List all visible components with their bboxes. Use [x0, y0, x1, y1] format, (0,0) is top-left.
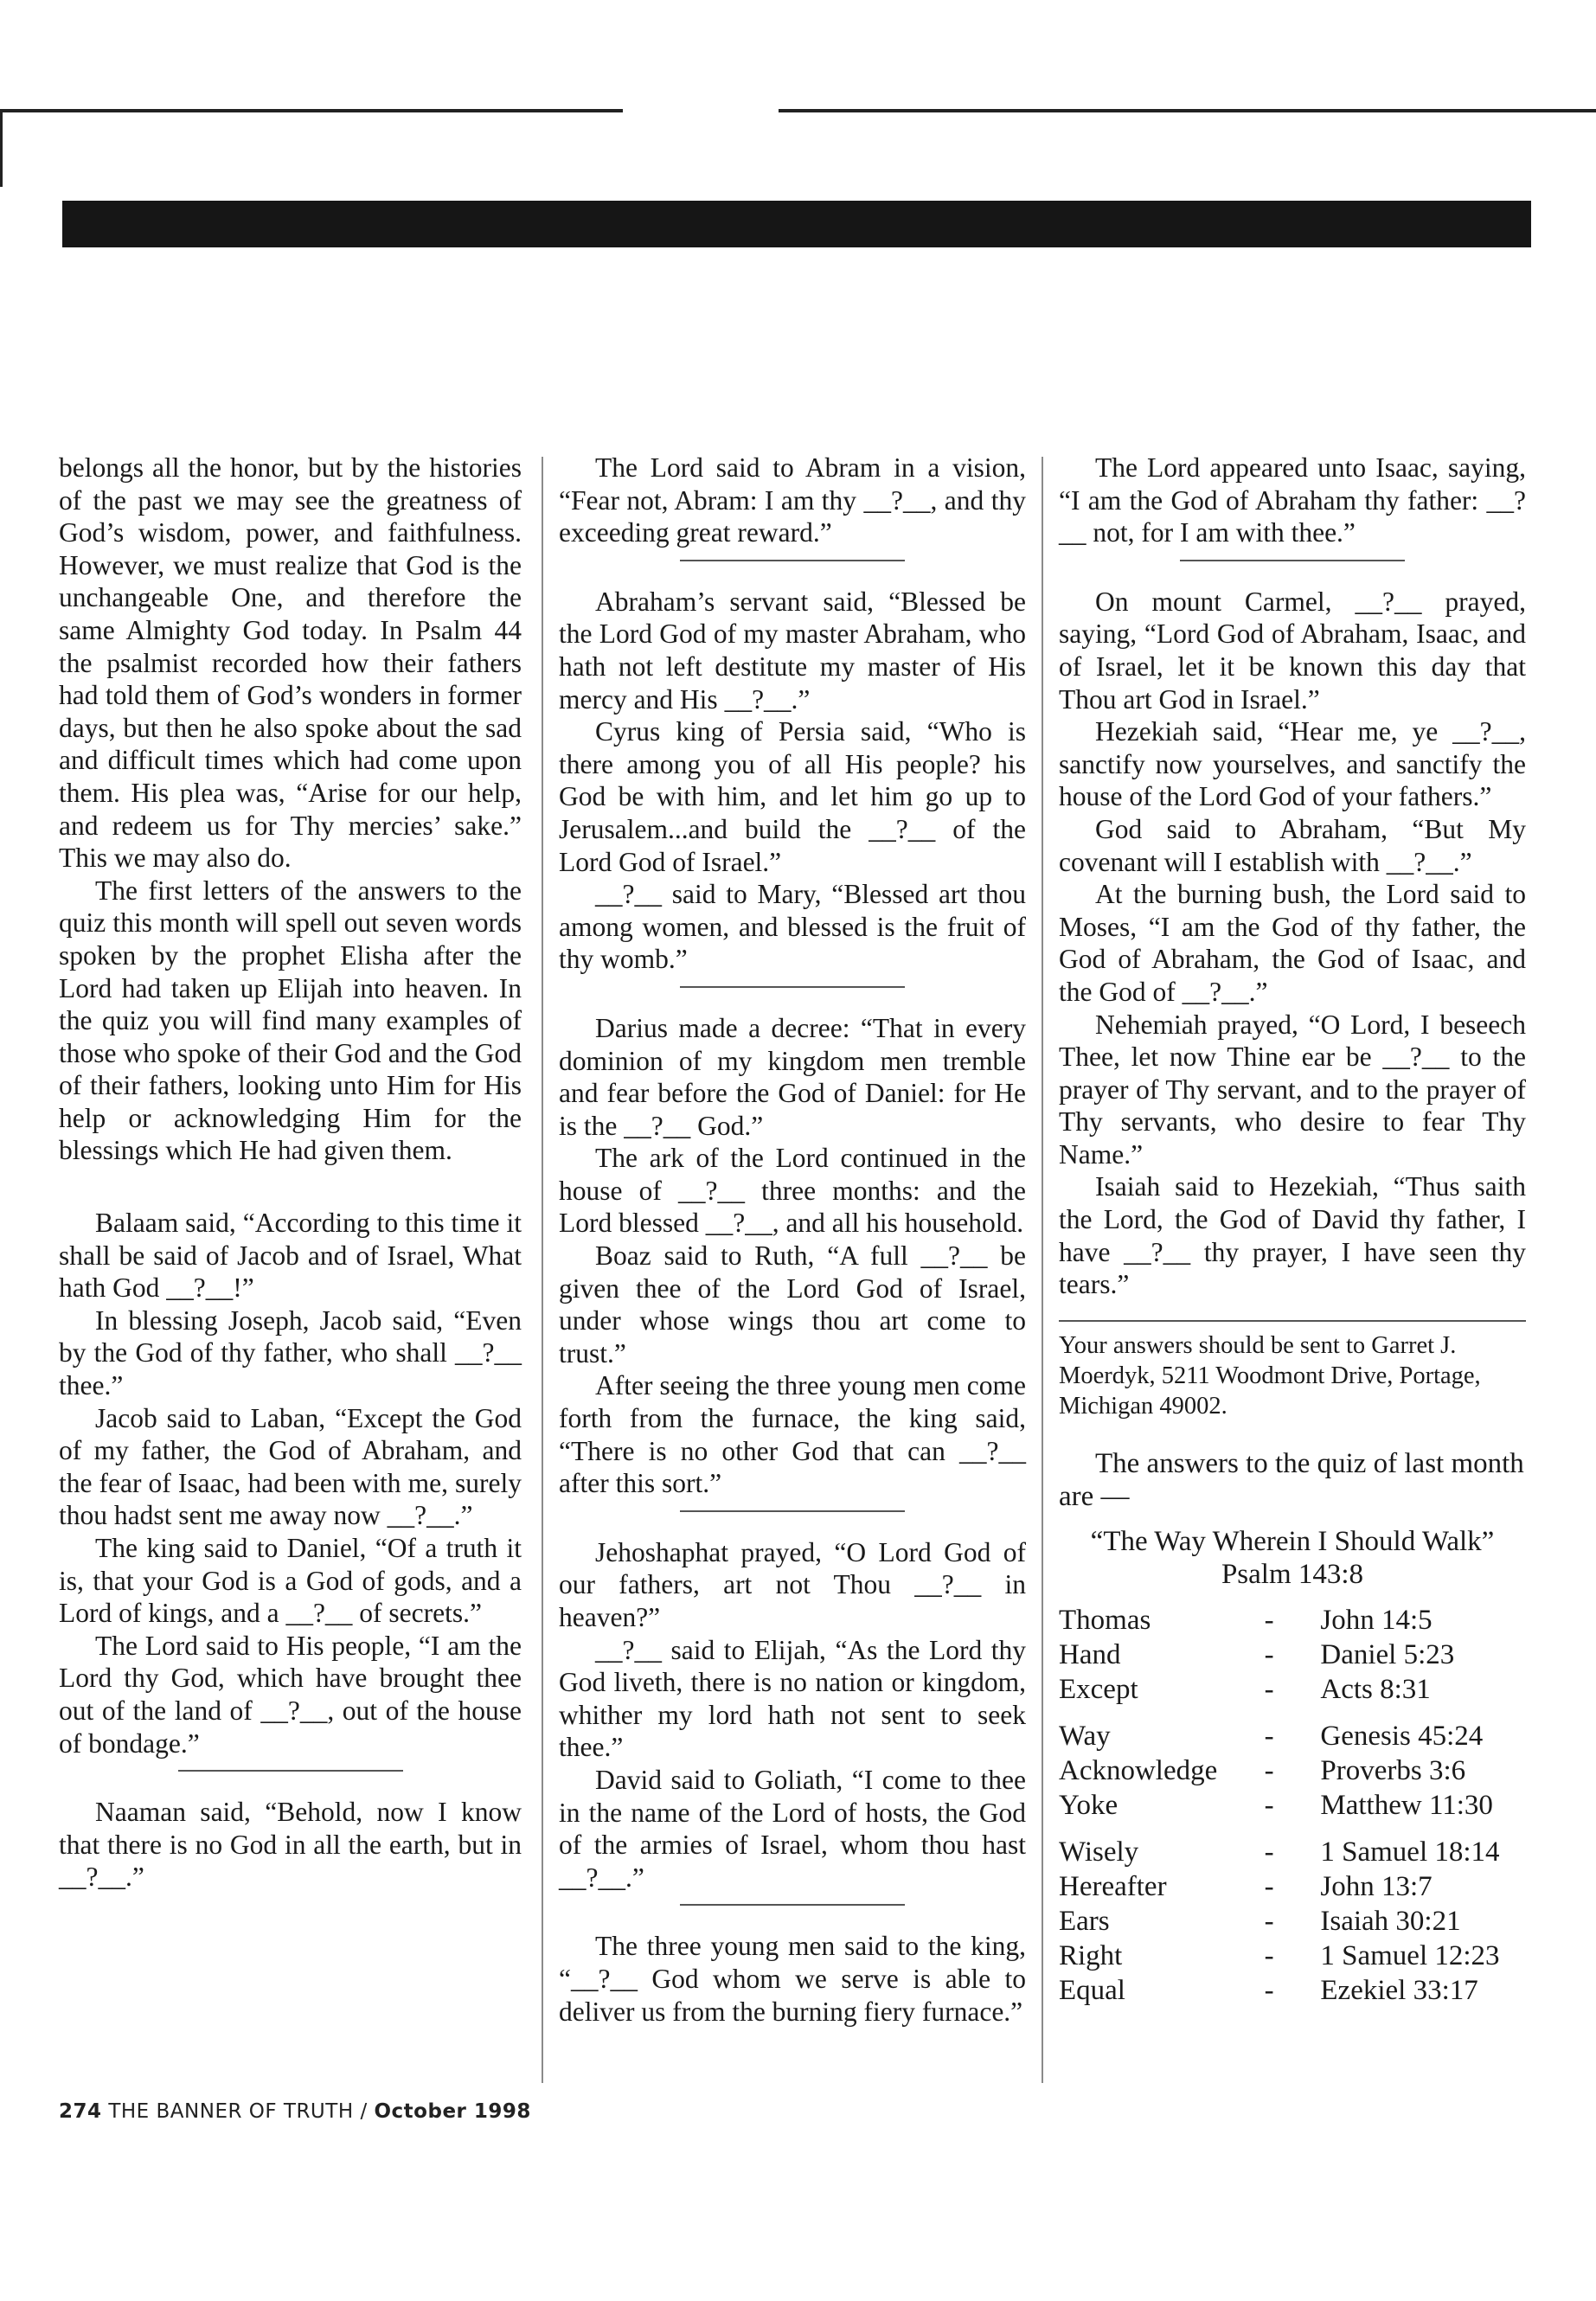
quiz-question: Hezekiah said, “Hear me, ye __?__, sanctify now yourselves, and sanctify the house of the Lord God of your fathers.” [1059, 716, 1526, 812]
answer-row [1059, 1904, 1526, 1939]
quiz-question: After seeing the three young men come forth from the furnace, the king said, “There is no other God that can __?__ after this sort.” [559, 1370, 1026, 1499]
separator-rule [680, 986, 905, 988]
header-banner-bar [62, 201, 1531, 247]
separator-rule [680, 560, 905, 561]
answer-word: Hereafter [1059, 1870, 1167, 1902]
top-rule [0, 109, 1596, 112]
quiz-question: Nehemiah prayed, “O Lord, I beseech Thee, let now Thine ear be __?__ to the prayer of Thy servant, and to the prayer of Thy servants, who desire to fear Thy Name.” [1059, 1009, 1526, 1170]
quiz-question: Balaam said, “According to this time it shall be said of Jacob and of Israel, What hath God __?__!” [59, 1208, 522, 1304]
separator-rule [680, 1510, 905, 1512]
answer-dash: - [1264, 1638, 1274, 1670]
answer-word: Ears [1059, 1905, 1110, 1937]
quiz-question: __?__ said to Elijah, “As the Lord thy God liveth, there is no nation or kingdom, whither my lord hath not sent to seek thee.” [559, 1634, 1026, 1763]
answers-table [1059, 1603, 1526, 2008]
quiz-question: Jehoshaphat prayed, “O Lord God of our fathers, art not Thou __?__ in heaven?” [559, 1536, 1026, 1632]
quiz-question: Abraham’s servant said, “Blessed be the Lord God of my master Abraham, who hath not left destitute my master of His mercy and His __?__.” [559, 586, 1026, 715]
separator-rule [680, 1904, 905, 1906]
issue-date: October 1998 [374, 2100, 531, 2123]
answer-reference: Acts 8:31 [1320, 1673, 1431, 1705]
column-right [1059, 452, 1526, 2008]
answer-word: Thomas [1059, 1604, 1151, 1636]
answer-word: Right [1059, 1939, 1123, 1971]
answer-dash: - [1264, 1939, 1274, 1971]
answer-dash: - [1264, 1974, 1274, 2006]
answer-word: Except [1059, 1673, 1138, 1705]
answer-reference: John 13:7 [1320, 1870, 1433, 1902]
answer-reference: Matthew 11:30 [1320, 1789, 1493, 1821]
answer-dash: - [1264, 1870, 1274, 1902]
answer-reference: Isaiah 30:21 [1320, 1905, 1461, 1937]
quiz-question: Boaz said to Ruth, “A full __?__ be given thee of the Lord God of Israel, under whose wings thou art come to trust.” [559, 1240, 1026, 1368]
quiz-question: The king said to Daniel, “Of a truth it is, that your God is a God of gods, and a Lord of kings, and a __?__ of secrets.” [59, 1533, 522, 1629]
answer-reference: John 14:5 [1320, 1604, 1433, 1636]
quiz-question: David said to Goliath, “I come to thee in the name of the Lord of hosts, the God of the armies of Israel, whom thou hast __?__.” [559, 1764, 1026, 1893]
answer-row [1059, 1869, 1526, 1904]
answer-word: Acknowledge [1059, 1754, 1218, 1786]
answer-row [1059, 1939, 1526, 1973]
page-footer [59, 2100, 531, 2123]
answer-word: Way [1059, 1720, 1111, 1752]
column-middle [559, 452, 1026, 2028]
answer-reference: Genesis 45:24 [1320, 1720, 1484, 1752]
answer-reference: Daniel 5:23 [1320, 1638, 1455, 1670]
intro-paragraph: The first letters of the answers to the quiz this month will spell out seven words spoken by the prophet Elisha after the Lord had taken up Elijah into heaven. In the quiz you will find many examples of those who spoke of their God and the God of their fathers, looking unto Him for His help or acknowledging Him for the blessings which He had given them. [59, 875, 522, 1166]
answer-reference: Proverbs 3:6 [1320, 1754, 1466, 1786]
quiz-question: The Lord appeared unto Isaac, saying, “I am the God of Abraham thy father: __?__ not, for I am with thee.” [1059, 452, 1526, 548]
quiz-question: Isaiah said to Hezekiah, “Thus saith the Lord, the God of David thy father, I have __?__ thy prayer, I have seen thy tears.” [1059, 1171, 1526, 1300]
answer-dash: - [1264, 1720, 1274, 1752]
answer-word: Equal [1059, 1974, 1125, 2006]
answer-row [1059, 1788, 1526, 1823]
answer-row [1059, 1707, 1526, 1753]
separator-rule [1180, 560, 1405, 561]
quiz-question: Darius made a decree: “That in every dominion of my kingdom men tremble and fear before the God of Daniel: for He is the __?__ God.” [559, 1012, 1026, 1141]
answer-address: Your answers should be sent to Garret J. Moerdyk, 5211 Woodmont Drive, Portage, Michigan 49002. [1059, 1331, 1481, 1420]
top-rule-gap [623, 109, 779, 112]
answer-reference: 1 Samuel 12:23 [1320, 1939, 1500, 1971]
quiz-question: Naaman said, “Behold, now I know that there is no God in all the earth, but in __?__.” [59, 1797, 522, 1893]
address-rule [1059, 1320, 1526, 1322]
quiz-question: Cyrus king of Persia said, “Who is there among you of all His people? his God be with him, and let him go up to Jerusalem...and build the __?__ of the Lord God of Israel.” [559, 716, 1026, 877]
last-month-intro: The answers to the quiz of last month are — [1059, 1447, 1524, 1512]
page-number: 274 [59, 2100, 102, 2123]
answer-dash: - [1264, 1905, 1274, 1937]
column-divider-1 [542, 457, 543, 2083]
column-divider-2 [1042, 457, 1043, 2083]
answer-dash: - [1264, 1604, 1274, 1636]
answer-row [1059, 1973, 1526, 2008]
publication-name: THE BANNER OF TRUTH [108, 2100, 354, 2123]
answer-reference: 1 Samuel 18:14 [1320, 1836, 1500, 1868]
last-month-reference: Psalm 143:8 [1221, 1558, 1364, 1590]
quiz-question: On mount Carmel, __?__ prayed, saying, “Lord God of Abraham, Isaac, and of Israel, let it be known this day that Thou art God in Israel.” [1059, 586, 1526, 715]
quiz-question: The Lord said to Abram in a vision, “Fear not, Abram: I am thy __?__, and thy exceeding great reward.” [559, 452, 1026, 548]
separator-rule [178, 1770, 403, 1772]
answer-reference: Ezekiel 33:17 [1320, 1974, 1478, 2006]
quiz-question: The Lord said to His people, “I am the Lord thy God, which have brought thee out of the land of __?__, out of the house of bondage.” [59, 1630, 522, 1759]
answer-dash: - [1264, 1754, 1274, 1786]
quiz-question: The ark of the Lord continued in the house of __?__ three months: and the Lord blessed __?__, and all his household. [559, 1143, 1026, 1239]
last-month-title: “The Way Wherein I Should Walk” [1090, 1525, 1495, 1557]
quiz-question: In blessing Joseph, Jacob said, “Even by the God of thy father, who shall __?__ thee.” [59, 1304, 522, 1401]
quiz-question: __?__ said to Mary, “Blessed art thou among women, and blessed is the fruit of thy womb.” [559, 879, 1026, 975]
column-left [59, 452, 522, 1894]
footer-divider: / [360, 2100, 368, 2123]
quiz-question: Jacob said to Laban, “Except the God of my father, the God of Abraham, and the fear of Isaac, had been with me, surely thou hadst sent me away now __?__.” [59, 1402, 522, 1531]
answer-dash: - [1264, 1836, 1274, 1868]
intro-paragraph: belongs all the honor, but by the histories of the past we may see the greatness of God’s wisdom, power, and faithfulness. However, we must realize that God is the unchangeable One, and therefore the same Almighty God today. In Psalm 44 the psalmist recorded how their fathers had told them of God’s wonders in former days, but then he also spoke about the sad and difficult times which had come upon them. His plea was, “Arise for our help, and redeem us for Thy mercies’ sake.” This we may also do. [59, 452, 522, 874]
answer-row [1059, 1672, 1526, 1707]
answer-row [1059, 1823, 1526, 1869]
answer-word: Wisely [1059, 1836, 1139, 1868]
answer-word: Yoke [1059, 1789, 1118, 1821]
answer-row [1059, 1638, 1526, 1672]
answer-dash: - [1264, 1673, 1274, 1705]
answer-row [1059, 1753, 1526, 1788]
left-edge-bar [0, 109, 3, 187]
answer-word: Hand [1059, 1638, 1121, 1670]
quiz-question: At the burning bush, the Lord said to Moses, “I am the God of thy father, the God of Abraham, the God of Isaac, and the God of __?__.” [1059, 879, 1526, 1007]
answer-dash: - [1264, 1789, 1274, 1821]
answer-row [1059, 1603, 1526, 1638]
quiz-question: God said to Abraham, “But My covenant will I establish with __?__.” [1059, 813, 1526, 877]
quiz-question: The three young men said to the king, “__?__ God whom we serve is able to deliver us from the burning fiery furnace.” [559, 1931, 1026, 2027]
